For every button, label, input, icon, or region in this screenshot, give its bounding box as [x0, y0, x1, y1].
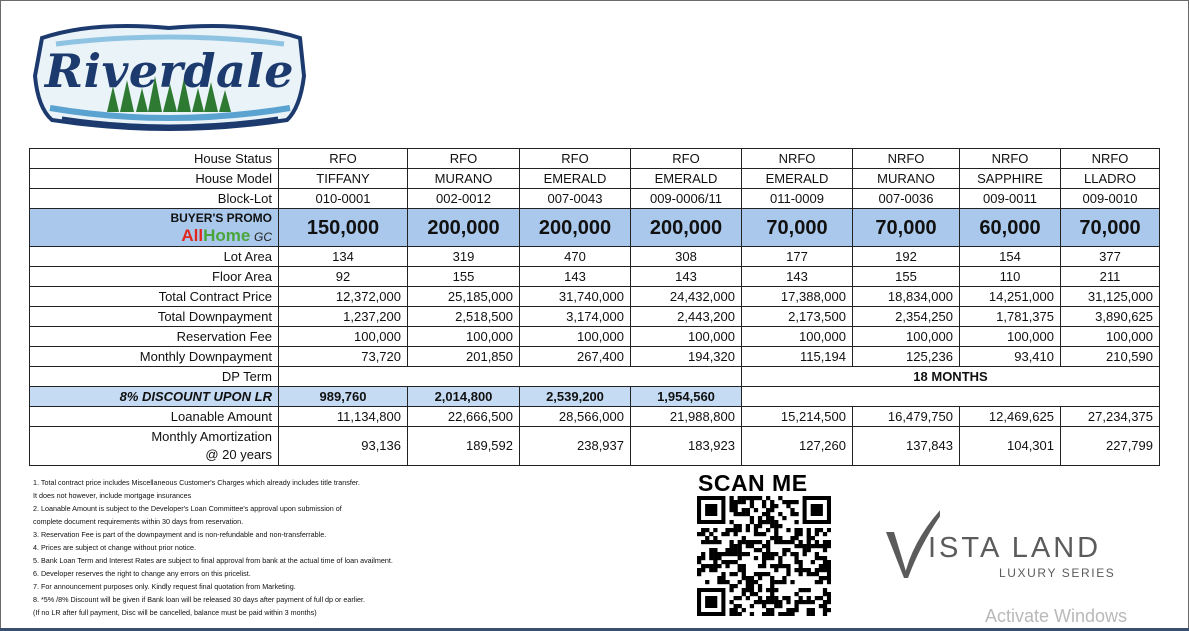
- table-cell: 201,850: [408, 347, 520, 367]
- table-cell: 12,372,000: [279, 287, 408, 307]
- amortization-value: 183,923: [631, 427, 742, 466]
- table-cell: TIFFANY: [279, 169, 408, 189]
- footnote-line: 4. Prices are subject ot change without prior notice.: [33, 543, 197, 552]
- row-label: Floor Area: [30, 267, 279, 287]
- discount-value: 2,014,800: [408, 387, 520, 407]
- footnote-line: 1. Total contract price includes Miscellaneous Customer's Charges which already includes title transfer.: [33, 478, 360, 487]
- table-cell: MURANO: [853, 169, 960, 189]
- table-cell: 009-0010: [1061, 189, 1160, 209]
- footnote-line: It does not however, include mortgage insurances: [33, 491, 192, 500]
- detail-row: [30, 287, 1160, 307]
- table-cell: RFO: [631, 149, 742, 169]
- table-cell: EMERALD: [520, 169, 631, 189]
- detail-row: [30, 247, 1160, 267]
- table-cell: 100,000: [1061, 327, 1160, 347]
- discount-empty: [742, 387, 1160, 407]
- table-cell: 115,194: [742, 347, 853, 367]
- promo-value: 70,000: [742, 209, 853, 247]
- promo-value: 70,000: [1061, 209, 1160, 247]
- promo-value: 60,000: [960, 209, 1061, 247]
- table-cell: 007-0043: [520, 189, 631, 209]
- table-cell: 2,518,500: [408, 307, 520, 327]
- table-cell: 73,720: [279, 347, 408, 367]
- table-cell: 009-0006/11: [631, 189, 742, 209]
- price-table: [29, 148, 1160, 466]
- table-cell: 470: [520, 247, 631, 267]
- allhome-part2: Home: [203, 226, 251, 245]
- table-cell: 92: [279, 267, 408, 287]
- footnote-line: (If no LR after full payment, Disc will be cancelled, balance must be paid within 3 months): [33, 608, 317, 617]
- loanable-value: 28,566,000: [520, 407, 631, 427]
- header-row: [30, 189, 1160, 209]
- vista-land-subtitle: LUXURY SERIES: [999, 566, 1116, 580]
- table-cell: 002-0012: [408, 189, 520, 209]
- table-cell: 143: [520, 267, 631, 287]
- table-cell: RFO: [279, 149, 408, 169]
- discount-label: 8% DISCOUNT UPON LR: [30, 387, 279, 407]
- table-cell: NRFO: [742, 149, 853, 169]
- amortization-value: 189,592: [408, 427, 520, 466]
- table-cell: 377: [1061, 247, 1160, 267]
- table-cell: 155: [853, 267, 960, 287]
- loanable-row: [30, 407, 1160, 427]
- table-cell: 143: [631, 267, 742, 287]
- detail-row: [30, 267, 1160, 287]
- table-cell: NRFO: [960, 149, 1061, 169]
- header-row: [30, 169, 1160, 189]
- table-cell: EMERALD: [631, 169, 742, 189]
- discount-value: 2,539,200: [520, 387, 631, 407]
- table-cell: NRFO: [853, 149, 960, 169]
- loanable-value: 27,234,375: [1061, 407, 1160, 427]
- row-label: Reservation Fee: [30, 327, 279, 347]
- loanable-label: Loanable Amount: [30, 407, 279, 427]
- logo-text: Riverdale: [44, 44, 295, 98]
- table-cell: 155: [408, 267, 520, 287]
- table-cell: 267,400: [520, 347, 631, 367]
- table-cell: RFO: [520, 149, 631, 169]
- promo-value: 70,000: [853, 209, 960, 247]
- table-cell: 31,740,000: [520, 287, 631, 307]
- amortization-label: [30, 427, 279, 466]
- promo-value: 150,000: [279, 209, 408, 247]
- dp-term-value: 18 MONTHS: [742, 367, 1160, 387]
- detail-rows: [30, 247, 1160, 367]
- table-cell: 154: [960, 247, 1061, 267]
- loanable-value: 22,666,500: [408, 407, 520, 427]
- discount-value: 1,954,560: [631, 387, 742, 407]
- row-label: House Status: [30, 149, 279, 169]
- table-cell: 93,410: [960, 347, 1061, 367]
- table-cell: 100,000: [520, 327, 631, 347]
- table-cell: 31,125,000: [1061, 287, 1160, 307]
- table-cell: 134: [279, 247, 408, 267]
- table-cell: 17,388,000: [742, 287, 853, 307]
- promo-value: 200,000: [520, 209, 631, 247]
- table-cell: 100,000: [853, 327, 960, 347]
- dp-term-row: [30, 367, 1160, 387]
- footnote-line: 8. *5% /8% Discount will be given if Bank loan will be released 30 days after payment of full dp or earlier.: [33, 595, 366, 604]
- amortization-value: 104,301: [960, 427, 1061, 466]
- amortization-value: 93,136: [279, 427, 408, 466]
- table-cell: 2,443,200: [631, 307, 742, 327]
- row-label: Lot Area: [30, 247, 279, 267]
- table-cell: 110: [960, 267, 1061, 287]
- row-label: House Model: [30, 169, 279, 189]
- promo-title: BUYER'S PROMO: [170, 211, 272, 225]
- detail-row: [30, 327, 1160, 347]
- amortization-row: [30, 427, 1160, 466]
- table-cell: 010-0001: [279, 189, 408, 209]
- footnote-line: 5. Bank Loan Term and Interest Rates are subject to final approval from bank at the actual time of loan availment.: [33, 556, 393, 565]
- table-cell: 100,000: [279, 327, 408, 347]
- table-cell: 211: [1061, 267, 1160, 287]
- qr-code[interactable]: [697, 496, 831, 616]
- table-cell: 25,185,000: [408, 287, 520, 307]
- table-cell: 14,251,000: [960, 287, 1061, 307]
- table-cell: 18,834,000: [853, 287, 960, 307]
- table-cell: 194,320: [631, 347, 742, 367]
- table-cell: 143: [742, 267, 853, 287]
- table-cell: 007-0036: [853, 189, 960, 209]
- detail-row: [30, 307, 1160, 327]
- row-label: Total Contract Price: [30, 287, 279, 307]
- vista-land-word: ISTA LAND: [928, 532, 1102, 564]
- amortization-label-line2: @ 20 years: [205, 447, 272, 462]
- table-cell: SAPPHIRE: [960, 169, 1061, 189]
- table-cell: RFO: [408, 149, 520, 169]
- discount-value: 989,760: [279, 387, 408, 407]
- footnote-line: complete document requirements within 30 days from reservation.: [33, 517, 244, 526]
- row-label: Total Downpayment: [30, 307, 279, 327]
- dp-term-group: [30, 367, 1160, 466]
- table-cell: 009-0011: [960, 189, 1061, 209]
- footnote-line: 2. Loanable Amount is subject to the Developer's Loan Committee's approval upon submission of: [33, 504, 342, 513]
- loanable-value: 16,479,750: [853, 407, 960, 427]
- table-cell: 2,354,250: [853, 307, 960, 327]
- amortization-value: 227,799: [1061, 427, 1160, 466]
- header-row: [30, 149, 1160, 169]
- vista-land-logo: [880, 492, 1120, 582]
- footnote-line: 3. Reservation Fee is part of the downpayment and is non-refundable and non-transferrable.: [33, 530, 327, 539]
- table-cell: 192: [853, 247, 960, 267]
- table-cell: 210,590: [1061, 347, 1160, 367]
- discount-row: [30, 387, 1160, 407]
- loanable-value: 21,988,800: [631, 407, 742, 427]
- table-cell: MURANO: [408, 169, 520, 189]
- table-cell: 308: [631, 247, 742, 267]
- table-cell: 100,000: [631, 327, 742, 347]
- promo-value: 200,000: [408, 209, 520, 247]
- allhome-suffix: GC: [254, 230, 272, 244]
- loanable-value: 15,214,500: [742, 407, 853, 427]
- dp-term-empty: [279, 367, 742, 387]
- table-cell: 3,890,625: [1061, 307, 1160, 327]
- footnotes: [33, 476, 393, 619]
- amortization-value: 137,843: [853, 427, 960, 466]
- table-cell: 100,000: [408, 327, 520, 347]
- promo-value: 200,000: [631, 209, 742, 247]
- footnote-line: 7. For announcement purposes only. Kindly request final quotation from Marketing.: [33, 582, 296, 591]
- table-cell: 100,000: [742, 327, 853, 347]
- promo-label-cell: [30, 209, 279, 247]
- row-label: Block-Lot: [30, 189, 279, 209]
- row-label: Monthly Downpayment: [30, 347, 279, 367]
- table-cell: 3,174,000: [520, 307, 631, 327]
- loanable-value: 12,469,625: [960, 407, 1061, 427]
- footnote-line: 6. Developer reserves the right to change any errors on this pricelist.: [33, 569, 251, 578]
- table-cell: NRFO: [1061, 149, 1160, 169]
- table-cell: 1,237,200: [279, 307, 408, 327]
- table-cell: 125,236: [853, 347, 960, 367]
- table-cell: 1,781,375: [960, 307, 1061, 327]
- amortization-value: 238,937: [520, 427, 631, 466]
- scan-me-title: SCAN ME: [698, 470, 808, 496]
- promo-row-group: [30, 209, 1160, 247]
- table-cell: 100,000: [960, 327, 1061, 347]
- header-rows: [30, 149, 1160, 209]
- table-cell: 319: [408, 247, 520, 267]
- table-cell: 177: [742, 247, 853, 267]
- loanable-value: 11,134,800: [279, 407, 408, 427]
- amortization-value: 127,260: [742, 427, 853, 466]
- table-cell: LLADRO: [1061, 169, 1160, 189]
- allhome-logo: [181, 226, 272, 245]
- detail-row: [30, 347, 1160, 367]
- riverdale-logo: [32, 16, 307, 136]
- table-cell: 24,432,000: [631, 287, 742, 307]
- promo-row: [30, 209, 1160, 247]
- activate-windows-watermark: Activate Windows: [985, 606, 1128, 626]
- allhome-part1: All: [181, 226, 204, 245]
- dp-term-label: DP Term: [30, 367, 279, 387]
- table-cell: EMERALD: [742, 169, 853, 189]
- amortization-label-line1: Monthly Amortization: [151, 429, 272, 444]
- table-cell: 2,173,500: [742, 307, 853, 327]
- table-cell: 011-0009: [742, 189, 853, 209]
